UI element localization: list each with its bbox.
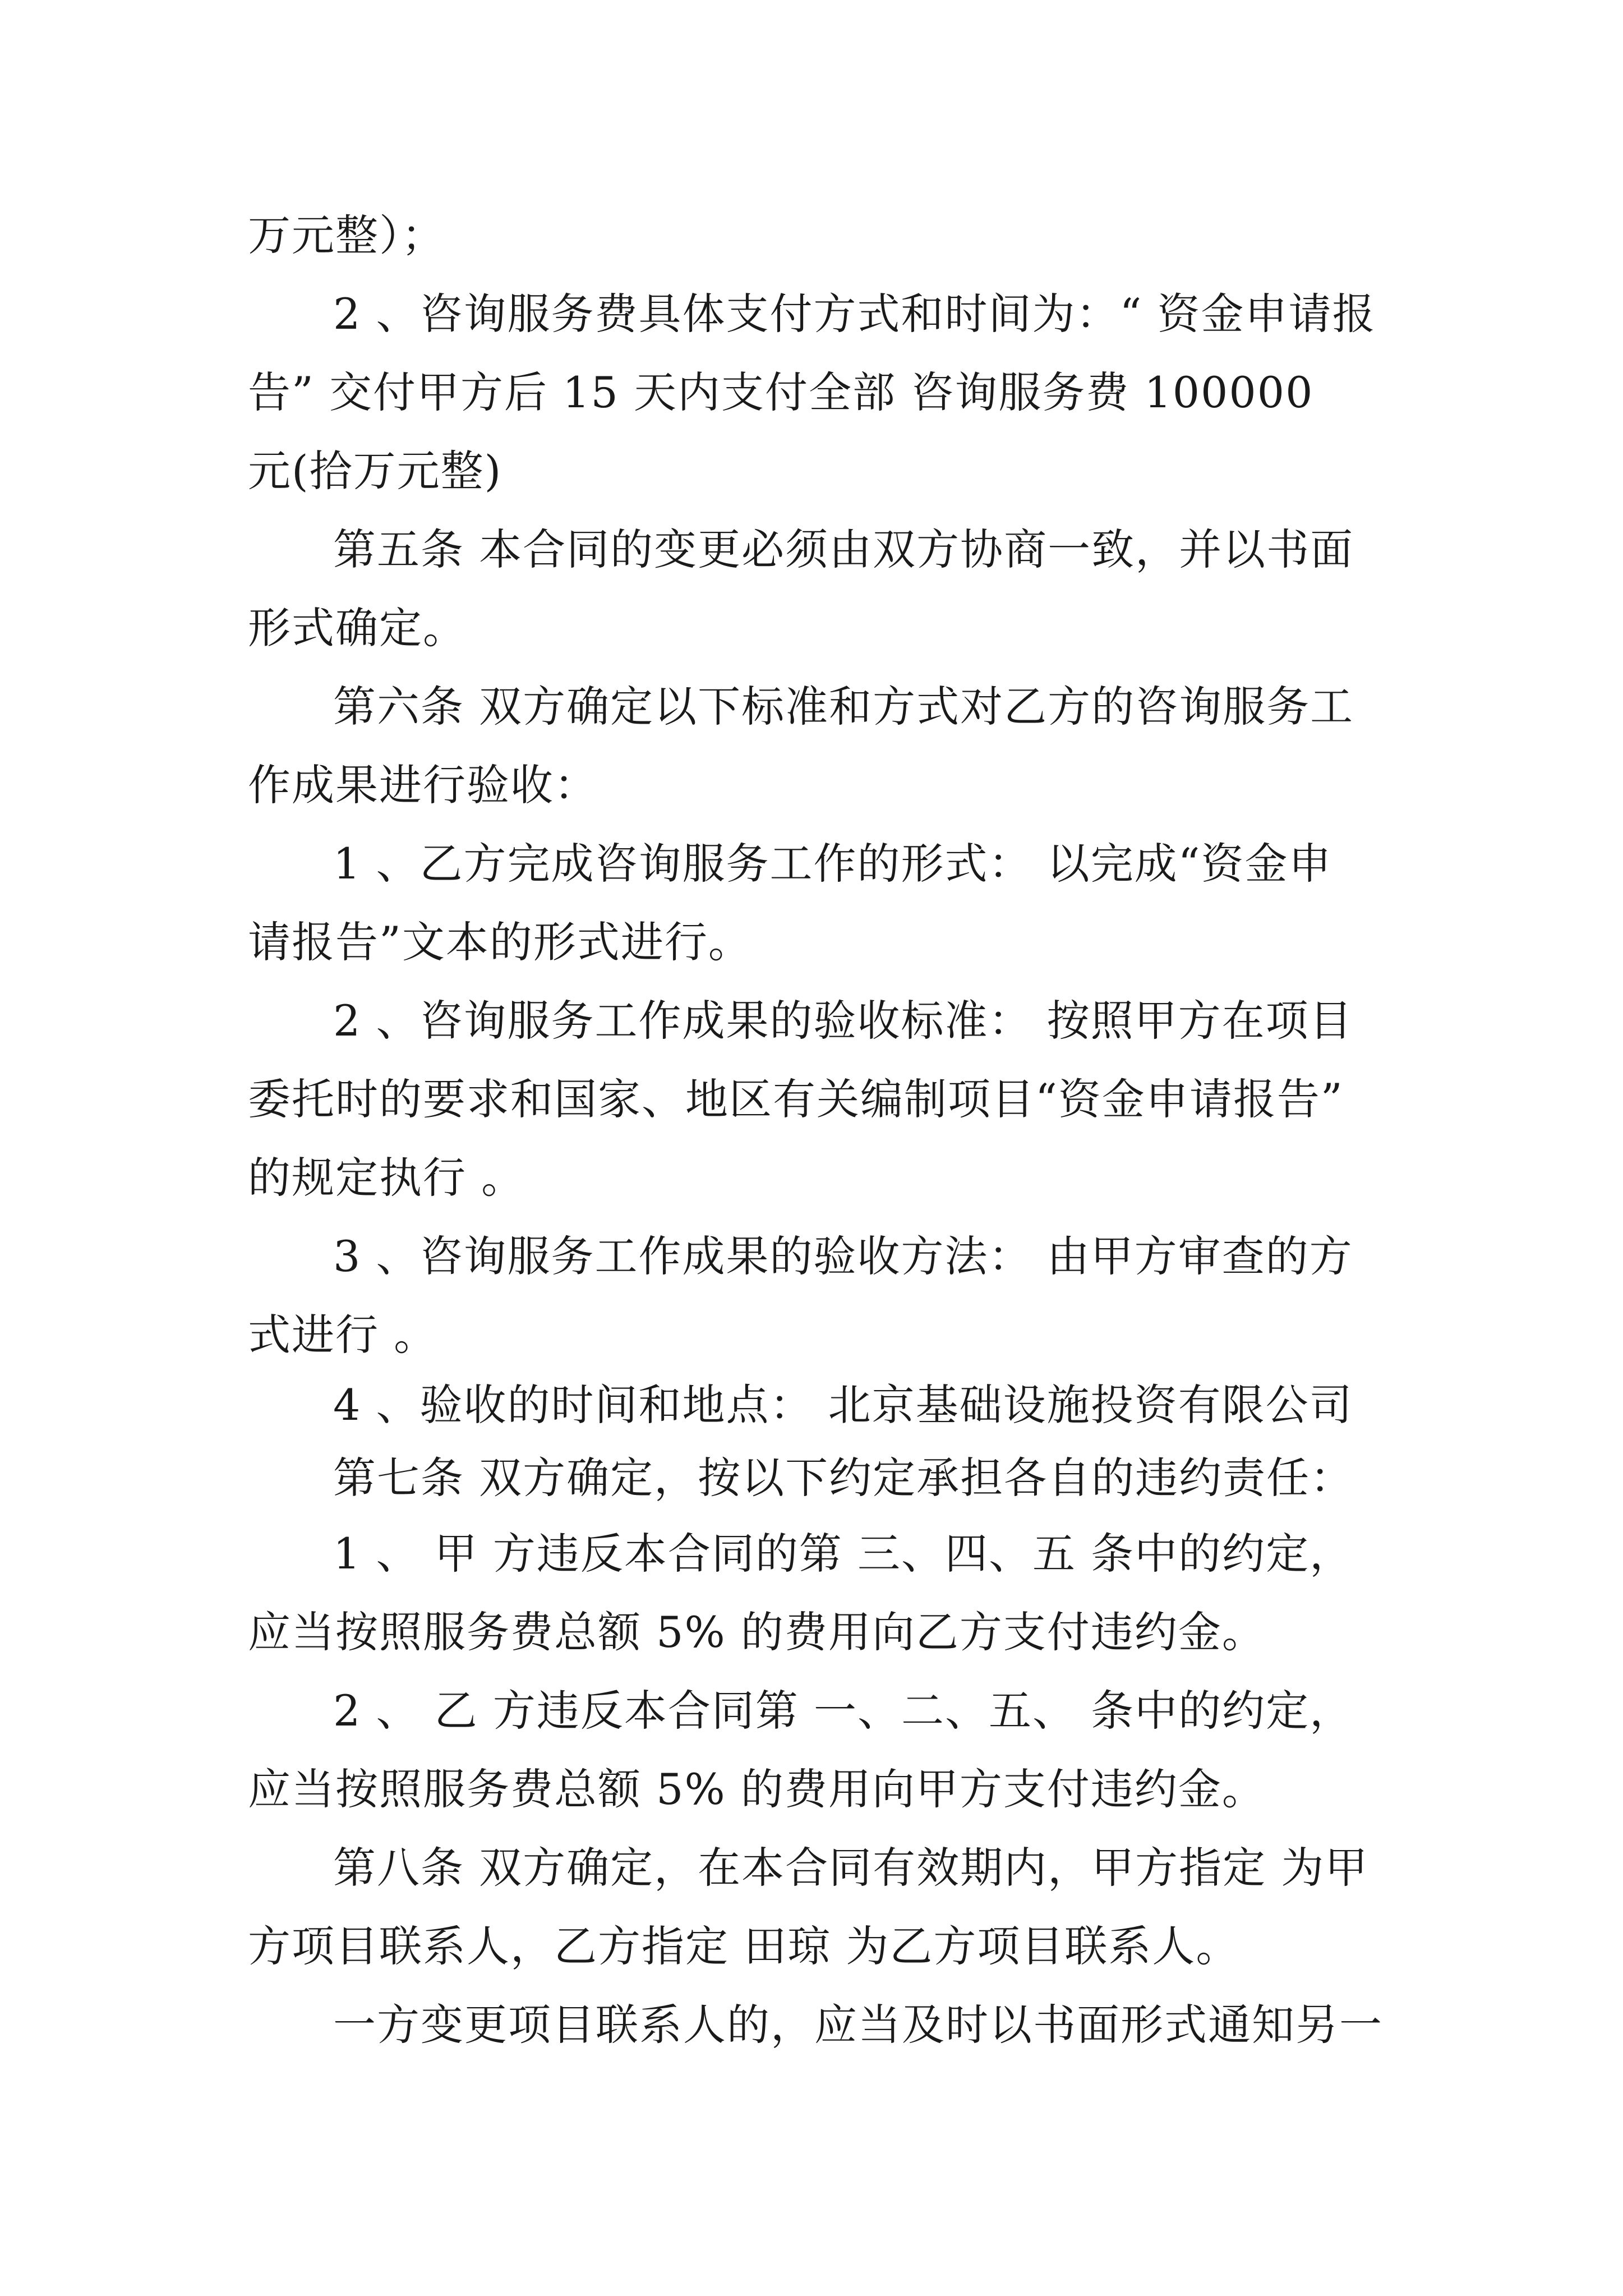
text-line: 万元整）；	[248, 210, 445, 260]
text-line: 应当按照服务费总额 5% 的费用向乙方支付违约金。	[248, 1607, 1266, 1657]
text-line: 告” 交付甲方后 15 天内支付全部 咨询服务费 100000	[248, 367, 1314, 417]
text-line: 2 、咨询服务工作成果的验收标准： 按照甲方在项目	[333, 996, 1353, 1046]
text-line: 第五条 本合同的变更必须由双方协商一致，并以书面	[333, 524, 1354, 574]
text-line: 委托时的要求和国家、地区有关编制项目“资金申请报告”	[248, 1074, 1344, 1124]
text-line: 1 、 甲 方违反本合同的第 三、四、五 条中的约定，	[333, 1529, 1354, 1579]
text-line: 的规定执行 。	[248, 1153, 525, 1203]
text-line: 元(拾万元整)	[248, 446, 502, 496]
text-line: 第八条 双方确定，在本合同有效期内，甲方指定 为甲	[333, 1843, 1369, 1893]
text-line: 方项目联系人，乙方指定 田琼 为乙方项目联系人。	[248, 1921, 1240, 1971]
text-line: 1 、乙方完成咨询服务工作的形式： 以完成“资金申	[333, 839, 1332, 889]
text-line: 第七条 双方确定，按以下约定承担各自的违约责任：	[333, 1453, 1354, 1503]
text-line: 第六条 双方确定以下标准和方式对乙方的咨询服务工	[333, 682, 1354, 731]
text-line: 式进行 。	[248, 1310, 438, 1360]
text-line: 作成果进行验收：	[248, 760, 598, 810]
text-line: 2 、咨询服务费具体支付方式和时间为：“ 资金申请报	[333, 289, 1376, 339]
text-line: 请报告”文本的形式进行。	[248, 917, 752, 967]
text-line: 一方变更项目联系人的，应当及时以书面形式通知另一	[333, 2000, 1383, 2050]
text-line: 应当按照服务费总额 5% 的费用向甲方支付违约金。	[248, 1764, 1266, 1814]
text-line: 3 、咨询服务工作成果的验收方法： 由甲方审查的方	[333, 1231, 1353, 1281]
text-line: 4 、验收的时间和地点： 北京基础设施投资有限公司	[333, 1380, 1353, 1430]
text-line: 形式确定。	[248, 603, 467, 653]
text-line: 2 、 乙 方违反本合同第 一、二、五、 条中的约定，	[333, 1686, 1354, 1736]
